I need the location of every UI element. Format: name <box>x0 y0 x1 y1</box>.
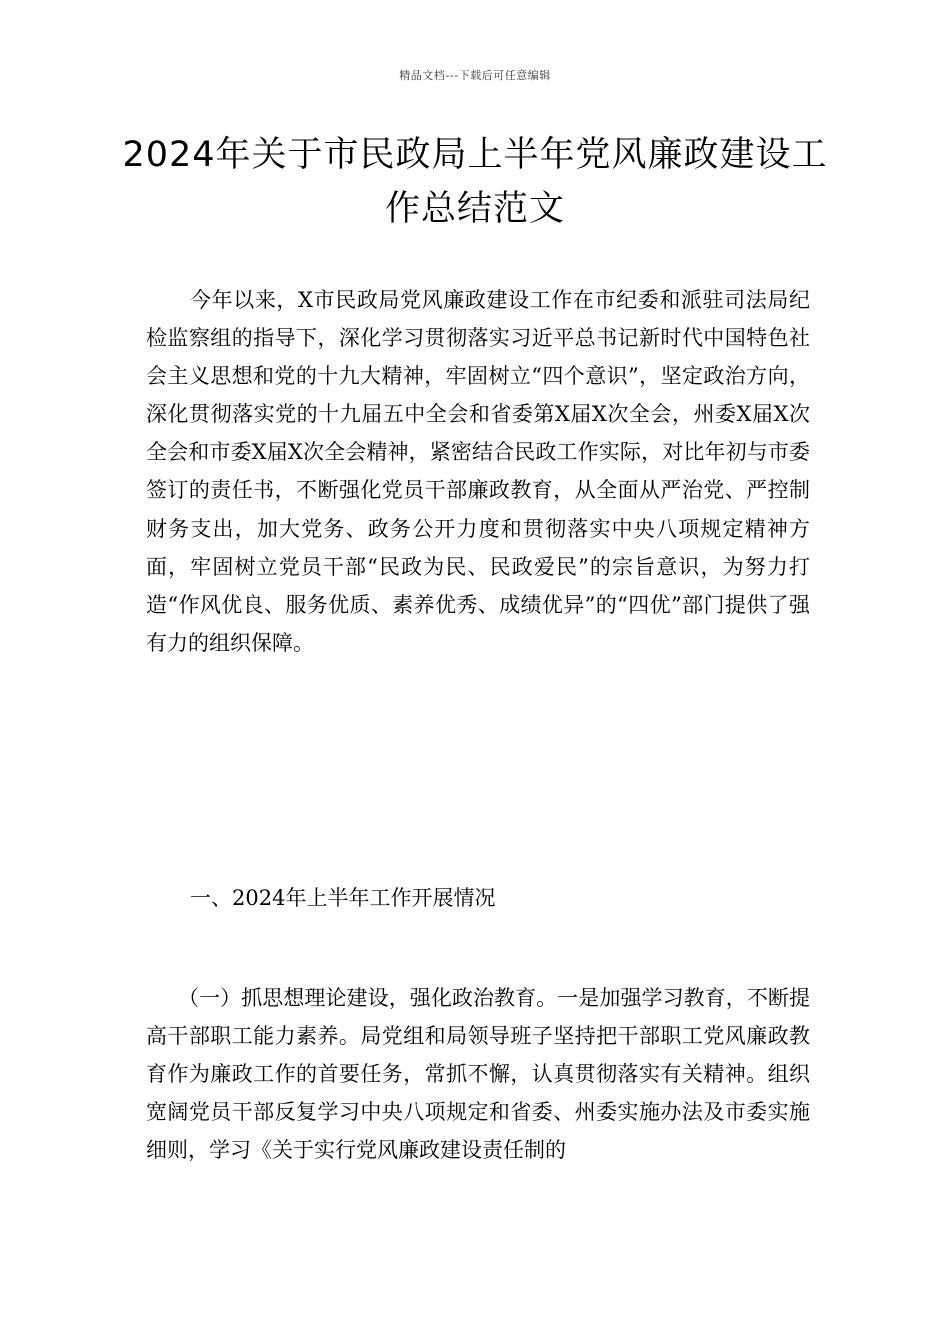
body-paragraph: （一）抓思想理论建设，强化政治教育。一是加强学习教育，不断提高干部职工能力素养。局党组和局领导班子坚持把干部职工党风廉政教育作为廉政工作的首要任务，常抓不懈，认真贯彻落实有关精神。组织宽阔党员干部反复学习中央八项规定和省委、州委实施办法及市委实施细则，学习《关于实行党风廉政建设责任制的 <box>146 986 810 1163</box>
intro-paragraph: 今年以来，X市民政局党风廉政建设工作在市纪委和派驻司法局纪检监察组的指导下，深化学习贯彻落实习近平总书记新时代中国特色社会主义思想和党的十九大精神，牢固树立“四个意识”，坚定政治方向，深化贯彻落实党的十九届五中全会和省委第X届X次全会，州委X届X次全会和市委X届X次全会精神，紧密结合民政工作实际，对比年初与市委签订的责任书，不断强化党员干部廉政教育，从全面从严治党、严控制财务支出，加大党务、政务公开力度和贯彻落实中央八项规定精神方面，牢固树立党员干部“民政为民、民政爱民”的宗旨意识，为努力打造“作风优良、服务优质、素养优秀、成绩优异”的“四优”部门提供了强有力的组织保障。 <box>146 288 810 655</box>
section-heading: 一、2024年上半年工作开展情况 <box>190 886 496 910</box>
document-title: 2024年关于市民政局上半年党风廉政建设工作总结范文 <box>122 135 828 229</box>
header-note: 精品文档---下载后可任意编辑 <box>399 69 551 82</box>
